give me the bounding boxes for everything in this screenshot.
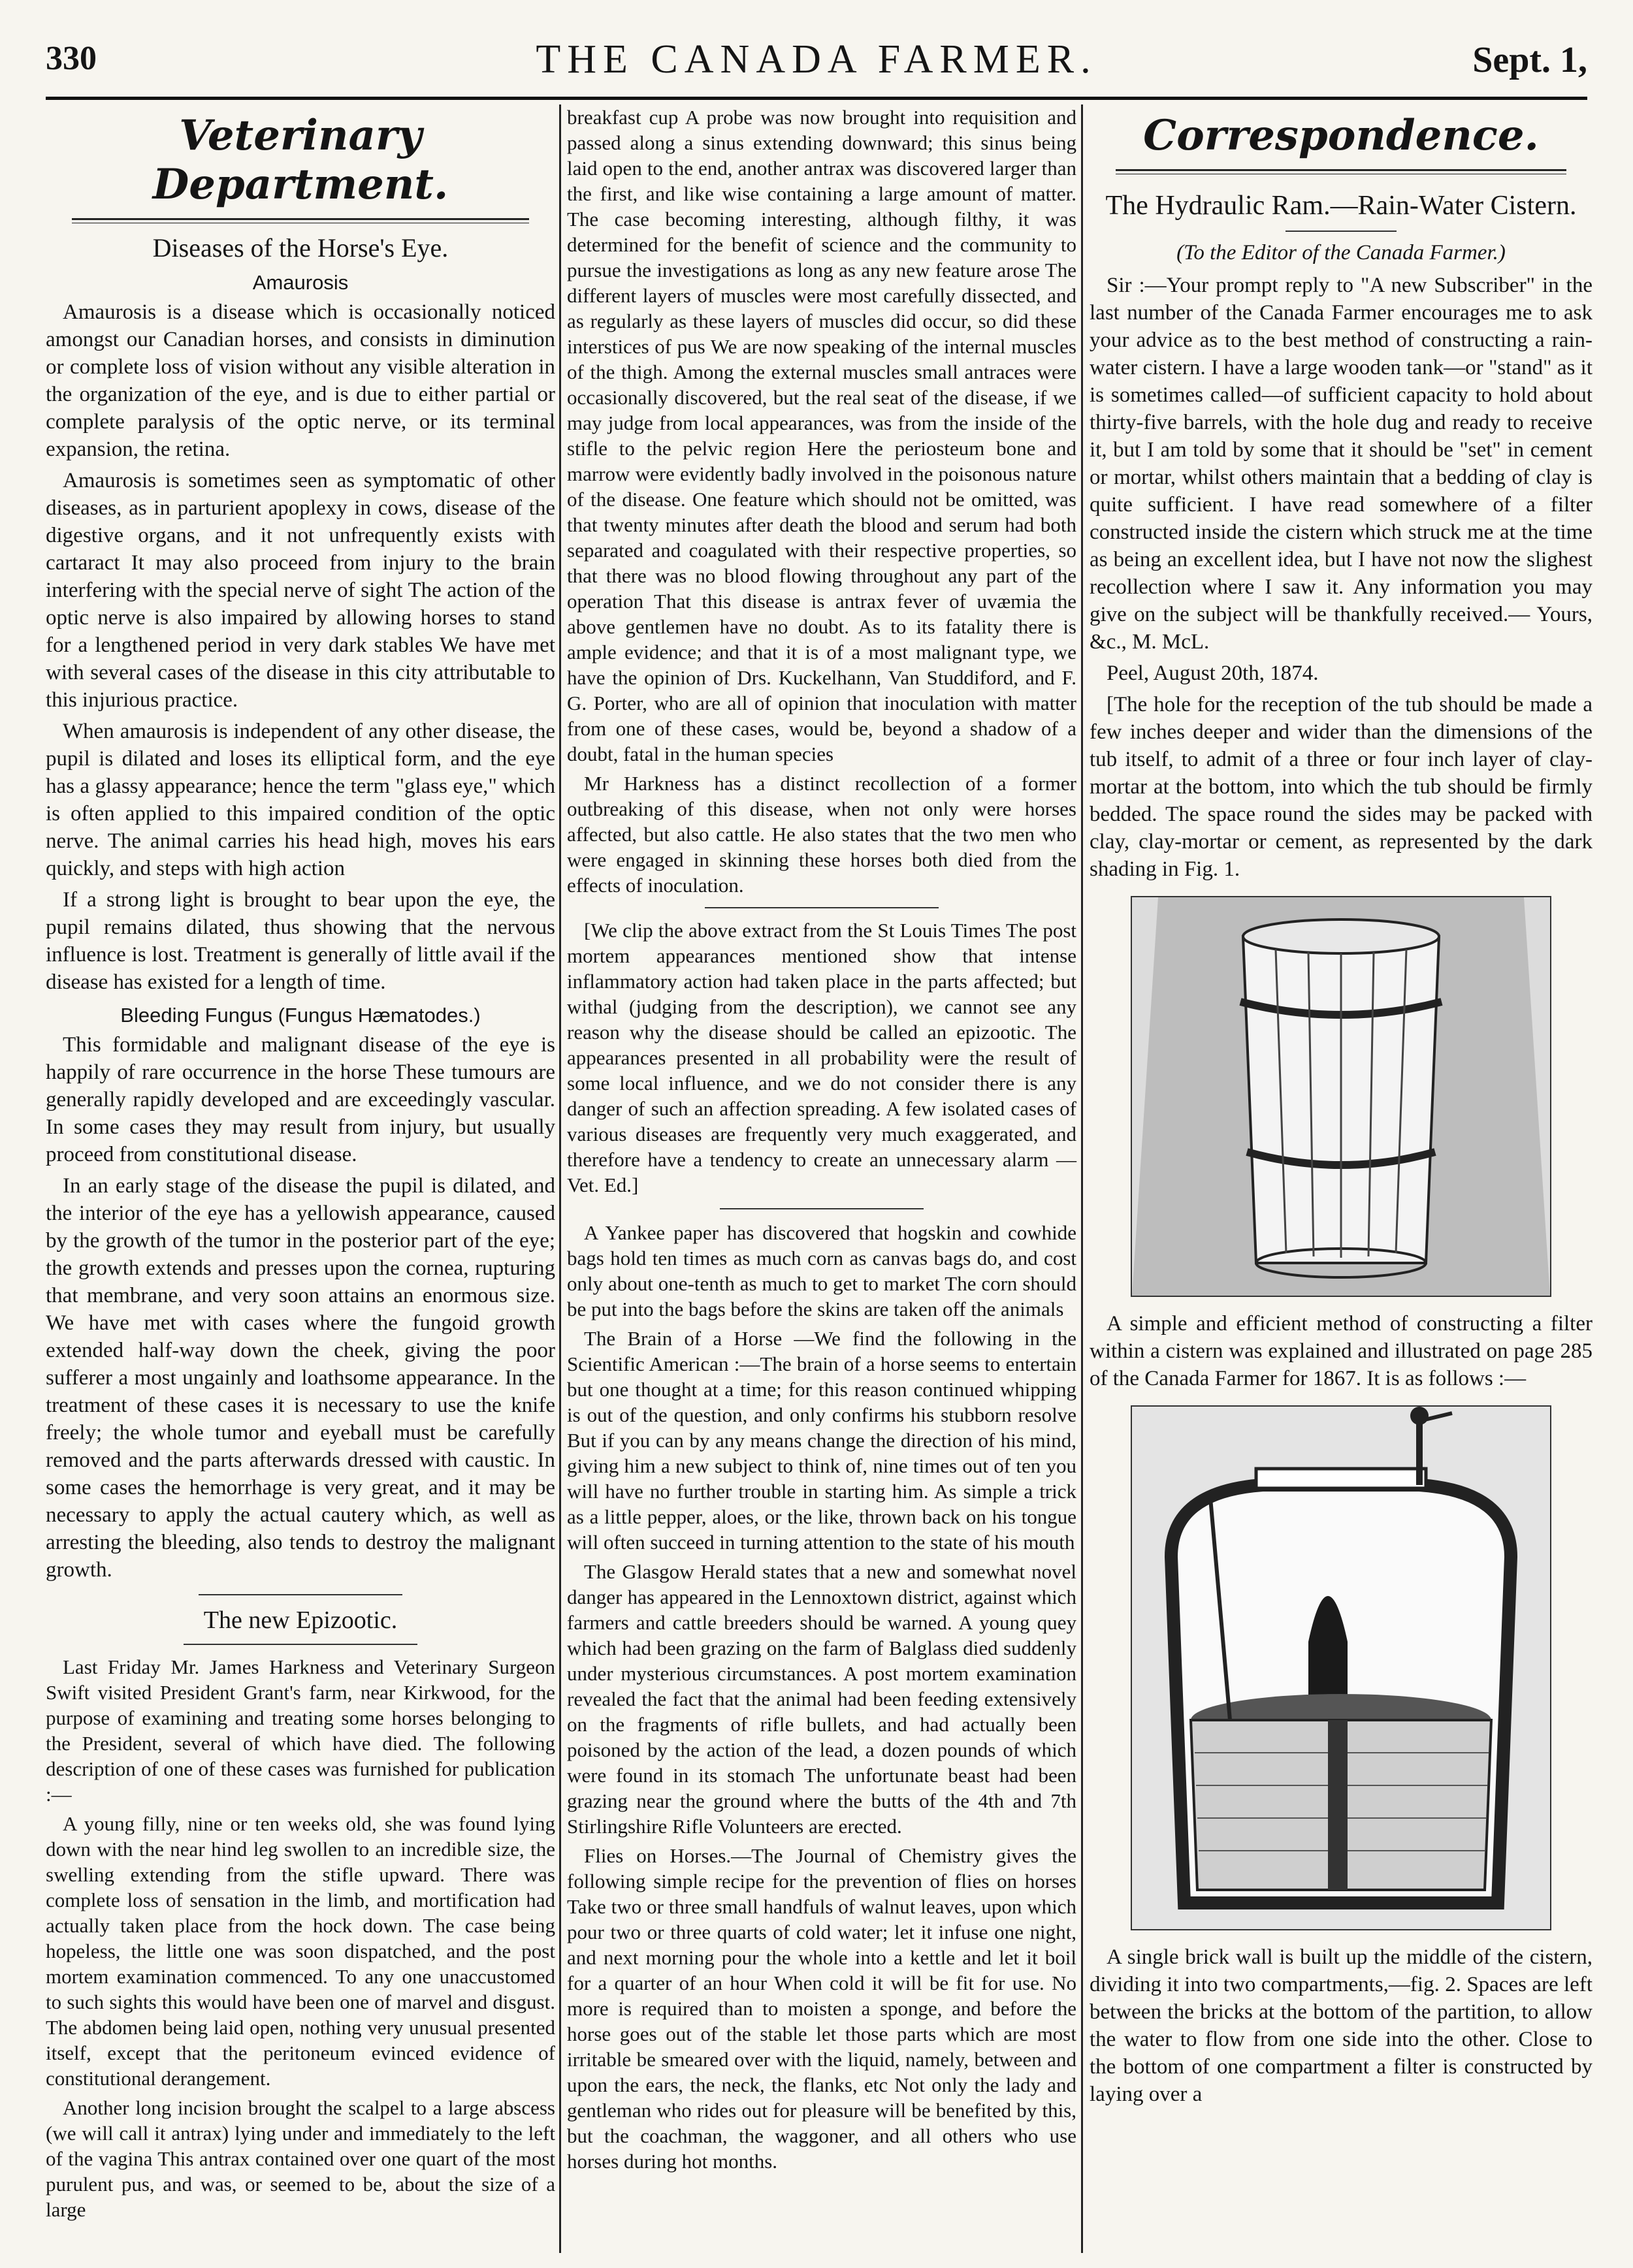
divider — [199, 1594, 402, 1595]
divider — [72, 218, 529, 223]
paragraph: [We clip the above extract from the St Louis Times The post mortem appearances mentioned show that intense inflammatory action had taken place in the parts affected; but withal (judging from the description), we cannot see any reason why the disease should be called an epizootic. The appearances presented in all probability were the result of some local influence, and we do not consider there is any danger of such an affection spreading. A few isolated cases of various diseases are frequently very much exaggerated, and therefore have a tendency to create an unnecessary alarm —Vet. Ed.] — [567, 919, 1076, 1196]
paragraph: This formidable and malignant disease of the eye is happily of rare occurrence in the horse These tumours are generally rapidly developed and are exceedingly vascular. In some cases they may result from injury, but usually proceed from constitutional disease. — [46, 1033, 555, 1166]
paragraph: The Glasgow Herald states that a new and somewhat novel danger has appeared in the Lennoxtown district, against which farmers and cattle breeders should be warned. A young quey which had been grazing on the farm of Balglass died suddenly under mysterious circumstances. A post mortem examination revealed the fact that the animal had been feeding extensively on the fragments of rifle bullets, and had actually been poisoned by the action of the lead, a dozen pounds of which were found in its stomach The unfortunate beast had been grazing near the ground where the butts of the 4th and 7th Stirlingshire Rifle Volunteers are erected. — [567, 1560, 1076, 1838]
section-title: Veterinary Department. — [152, 111, 449, 209]
paragraph: The Brain of a Horse —We find the following in the Scientific American :—The brain of a horse seems to entertain but one thought at a time; for this reason continued whipping is out of the question, and only confirms his stubborn resolve But if you can by any means change the direction of his mind, giving him a new subject to think of, nine times out of ten you will have no further trouble in starting him. As simple a trick as a little pepper, aloes, or the like, thrown back on his tongue will often succeed in turning attention to the state of his mouth — [567, 1327, 1076, 1554]
paragraph: Amaurosis is a disease which is occasionally noticed amongst our Canadian horses, and consists in diminution or complete loss of vision without any visible alteration in the organization of the eye, and is due to either partial or complete paralysis of the optic nerve, or its terminal expansion, the retina. — [46, 300, 555, 461]
figure-tub-illustration — [1131, 896, 1551, 1297]
cistern-illustration — [1132, 1407, 1550, 1929]
divider — [1285, 231, 1396, 232]
figure-cistern-filter-illustration — [1131, 1405, 1551, 1930]
masthead — [46, 25, 1587, 100]
divider — [720, 1208, 924, 1209]
column-rule — [1081, 104, 1083, 2253]
paragraph: A young filly, nine or ten weeks old, she was found lying down with the near hind leg swollen to an incredible size, the swelling extending from the stifle upward. There was complete loss of sensation in the limb, and mortification had actually taken place from the hock down. The case being hopeless, the little one was soon dispatched, and the post mortem examination commenced. To any one unaccustomed to such sights this would have been one of marvel and disgust. The abdomen being laid open, nothing very unusual presented itself, except that the peritoneum evinced evidence of constitutional derangement. — [46, 1812, 555, 2090]
paragraph: breakfast cup A probe was now brought into requisition and passed along a sinus extending downward; this sinus being laid open to the end, another antrax was discovered larger than the first, and like wise containing a large amount of matter. The case becoming interesting, although filthy, it was determined for the benefit of science and the community to pursue the investigations as long as any new feature arose The different layers of muscles were most carefully dissected, and as regularly as these layers of muscles did occur, so did these interstices of pus We are now speaking of the internal muscles of the thigh. Among the external muscles small antraces were occasionally discovered, but the real seat of the disease, if we may judge from local appearances, was from the inside of the stifle to the pelvic region Here the periosteum bone and marrow were evidently badly involved in the poisonous nature of the disease. One feature which should not be omitted, was that twenty minutes after death the blood and serum had both separated and coagulated with their respective properties, so that there was no blood flowing throughout any part of the operation That this disease is antrax fever of uvæmia the above gentlemen have no doubt. As to its fatality there is ample evidence; and that it is of a most malignant type, we have the opinion of Drs. Kuckelhann, Van Studdiford, and F. G. Porter, who are all of opinion that inoculation with matter from one of these cases, would be, beyond a shadow of a doubt, fatal in the human species — [567, 106, 1076, 765]
editor-reply: [The hole for the reception of the tub should be made a few inches deeper and wider than the dimensions of the tub itself, to admit of a three or four inch layer of clay-mortar at the bottom, into which the tub should be firmly bedded. The space round the sides may be packed with clay, clay-mortar or cement, as represented by the dark shading in Fig. 1. — [1090, 693, 1593, 881]
subheading: Amaurosis — [252, 271, 349, 294]
divider — [705, 907, 939, 908]
page-number: 330 — [46, 40, 97, 77]
column-veterinary — [46, 104, 555, 2226]
section-title: Correspondence. — [1143, 111, 1539, 160]
article-title: The new Epizootic. — [203, 1606, 398, 1634]
paragraph: A simple and efficient method of constructing a filter within a cistern was explained and illustrated on page 285 of the Canada Farmer for 1867. It is as follows :— — [1090, 1312, 1593, 1390]
paragraph: Another long incision brought the scalpel to a large abscess (we will call it antrax) lying under and immediately to the left of the vagina This antrax contained over one quart of the most purulent pus, and was, or seemed to be, about the size of a large — [46, 2096, 555, 2221]
column-correspondence — [1090, 104, 1593, 2112]
article-title: Diseases of the Horse's Eye. — [152, 233, 449, 263]
letter: Sir :—Your prompt reply to "A new Subscriber" in the last number of the Canada Farmer encourages me to ask your advice as to the best method of constructing a rain-water cistern. I have a large wooden tank—or "stand" as it is sometimes called—of sufficient capacity to hold about thirty-five barrels, with the hole dug and ready to receive it, but I am told by some that it should be "set" in cement or mortar, whilst others maintain that a bedding of clay is quite sufficient. I have read somewhere of a filter constructed inside the cistern which struck me at the time as being an excellent idea, but I have not now the slighest recollection where I saw it. Any information you may give on the subject will be thankfully received.— Yours, &c., M. McL. — [1090, 274, 1593, 654]
issue-date: Sept. 1, — [1472, 40, 1587, 80]
divider — [184, 1644, 418, 1645]
paragraph: In an early stage of the disease the pupil is dilated, and the interior of the eye has a yellowish appearance, caused by the growth of the tumor in the posterior part of the eye; the growth extends and presses upon the cornea, rupturing that membrane, and very soon attains an enormous size. We have met with cases where the fungoid growth extended half-way down the cheek, giving the poor sufferer a most ungainly and loathsome appearance. In the treatment of these cases it is necessary to use the knife freely; the whole tumor and eyeball must be carefully removed and the parts afterwards dressed with caustic. In some cases the hemorrhage is very great, and it may be necessary to apply the actual cautery which, as well as arresting the bleeding, also tends to destroy the malignant growth. — [46, 1174, 555, 1582]
paragraph: If a strong light is brought to bear upon the eye, the pupil remains dilated, thus showing that the nervous influence is lost. Treatment is generally of little avail if the disease has existed for a length of time. — [46, 888, 555, 994]
paragraph: A single brick wall is built up the middle of the cistern, dividing it into two compartments,—fig. 2. Spaces are left between the bricks at the bottom of the partition, to allow the water to flow from one side into the other. Close to the bottom of one compartment a filter is constructed by laying over a — [1090, 1945, 1593, 2106]
article-title: The Hydraulic Ram.—Rain-Water Cistern. — [1105, 191, 1577, 221]
column-middle — [567, 104, 1076, 2178]
place-date: Peel, August 20th, 1874. — [1107, 662, 1319, 685]
paragraph: Amaurosis is sometimes seen as symptomatic of other diseases, as in parturient apoplexy in cows, disease of the digestive organs, and it not unfrequently exists with cartaract It may also proceed from injury to the brain interfering with the special nerve of sight The action of the optic nerve is also impaired by allowing horses to stand for a lengthened period in very dark stables We have met with several cases of the disease in this city attributable to this injurious practice. — [46, 469, 555, 712]
paragraph: Mr Harkness has a distinct recollection of a former outbreaking of this disease, when not only were horses affected, but also cattle. He also states that the two men who were engaged in skinning these horses both died from the effects of inoculation. — [567, 772, 1076, 897]
subheading: Bleeding Fungus (Fungus Hæmatodes.) — [120, 1004, 481, 1027]
paragraph: Flies on Horses.—The Journal of Chemistry gives the following simple recipe for the prevention of flies on horses Take two or three small handfuls of walnut leaves, upon which pour two or three quarts of cold water; let it infuse one night, and next morning pour the whole into a kettle and let it boil for a quarter of an hour When cold it will be fit for use. No more is required than to moisten a sponge, and before the horse goes out of the stable let those parts which are most irritable be smeared over with the liquid, namely, between and upon the ears, the neck, the flanks, etc Not only the lady and gentleman who rides out for pleasure will be benefited by this, but the coachman, the waggoner, and all others who use horses during hot months. — [567, 1844, 1076, 2173]
newspaper-title: THE CANADA FARMER. — [536, 37, 1097, 82]
byline: (To the Editor of the Canada Farmer.) — [1176, 241, 1506, 264]
column-rule — [559, 104, 561, 2253]
tub-illustration — [1132, 897, 1550, 1296]
paragraph: Last Friday Mr. James Harkness and Veterinary Surgeon Swift visited President Grant's farm, near Kirkwood, for the purpose of examining and treating some horses belonging to the President, several of which have died. The following description of one of these cases was furnished for publication :— — [46, 1655, 555, 1806]
paragraph: When amaurosis is independent of any other disease, the pupil is dilated and loses its elliptical form, and the eye has a glassy appearance; hence the term "glass eye," which is often applied to this impaired condition of the optic nerve. The animal carries his head high, moves his ears quickly, and steps with high action — [46, 720, 555, 880]
paragraph: A Yankee paper has discovered that hogskin and cowhide bags hold ten times as much corn as canvas bags do, and cost only about one-tenth as much to get to market The corn should be put into the bags before the skins are taken off the animals — [567, 1221, 1076, 1320]
divider — [1116, 169, 1566, 174]
